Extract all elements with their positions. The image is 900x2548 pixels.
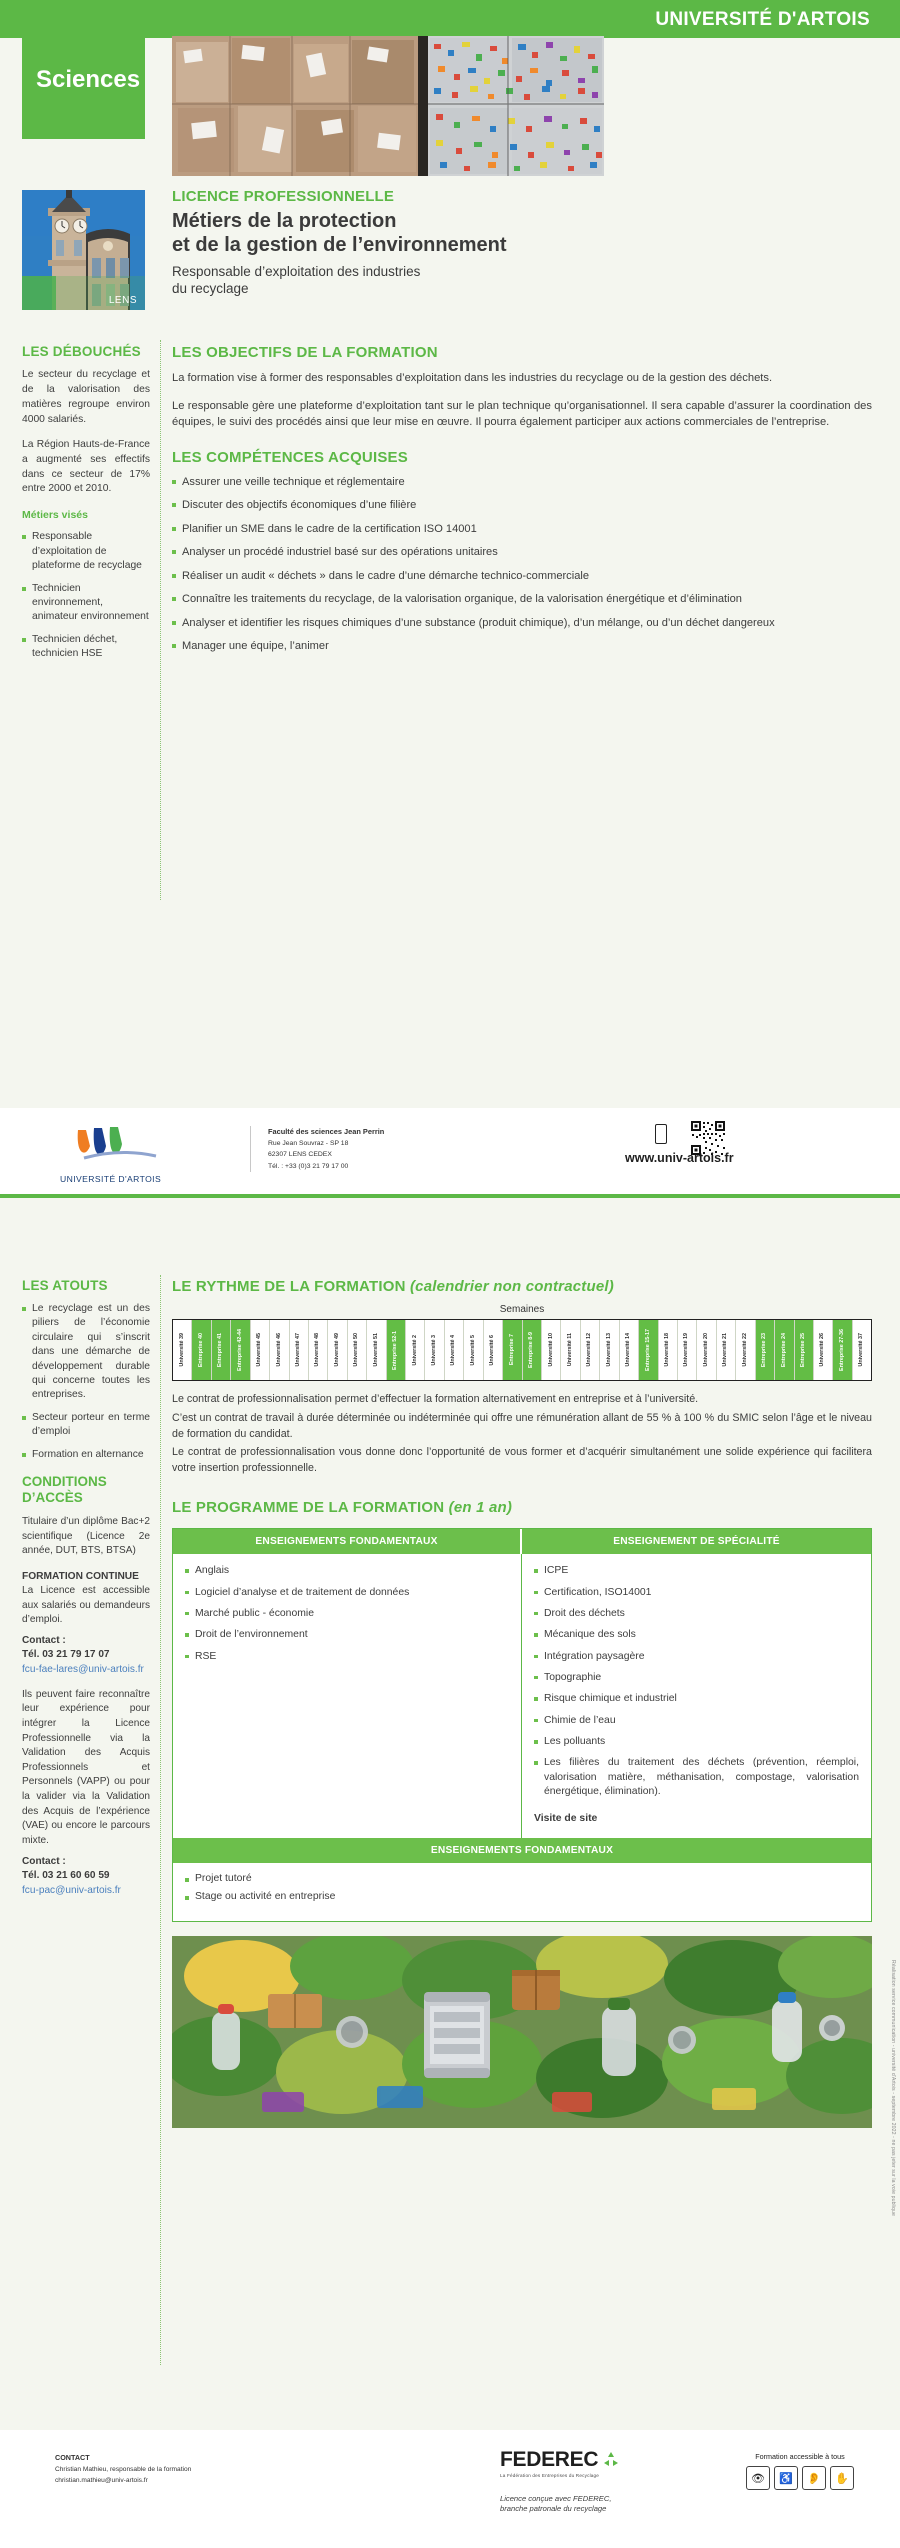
atouts-list (22, 1302, 150, 1462)
mobile-phone-icon (655, 1124, 667, 1144)
rythme-para-3: Le contrat de professionnalisation vous donne donc l’opportunité de vous former et d’acquérir simultanément une solide expérience qui facilitera votre insertion professionnelle. (172, 1446, 872, 1475)
calendar-week-label: Université 18 (664, 1333, 671, 1367)
contact-1-tel: Tél. 03 21 79 17 07 (22, 1649, 110, 1661)
contact-2-label: Contact : (22, 1855, 66, 1867)
calendar-week-cell (542, 1320, 561, 1380)
accessibility-block (725, 2452, 875, 2490)
calendar-weeks-row (172, 1319, 872, 1381)
side-credit-text: Réalisation service communication - université d'Artois - septembre 2022 - ne pas jeter sur la voie publique (890, 1960, 896, 2217)
list-item: Le recyclage est un des piliers de l’économie circulaire qui s’inscrit dans une démarche de développement durable qui concerne toutes les entreprises. (22, 1302, 150, 1403)
programme-col1 (173, 1554, 522, 1838)
calendar-week-label: Entreprise 40 (197, 1332, 204, 1368)
calendar-week-label: Entreprise 41 (217, 1332, 224, 1368)
programme-bottom-body (173, 1863, 871, 1921)
calendar-week-label: Université 6 (489, 1334, 496, 1366)
calendar-week-cell (484, 1320, 503, 1380)
programme-col1-list (185, 1564, 509, 1664)
calendar-week-label: Université 2 (411, 1334, 418, 1366)
calendar-week-label: Université 46 (275, 1333, 282, 1367)
programme-heading-main: LE PROGRAMME DE LA FORMATION (172, 1499, 445, 1517)
rythme-text (172, 1392, 872, 1477)
calendar-week-cell (581, 1320, 600, 1380)
calendar-week-cell (348, 1320, 367, 1380)
campus-image-lens (22, 190, 145, 310)
university-logo-mark (60, 1122, 180, 1172)
university-logo (60, 1122, 180, 1184)
rythme-heading (172, 1278, 872, 1295)
program-title-line1: Métiers de la protection (172, 210, 397, 232)
campus-label: LENS (108, 295, 137, 306)
debouches-column (22, 344, 150, 670)
rythme-para-2: C’est un contrat de travail à durée déterminée ou indéterminée qui offre une rémunération allant de 55 % à 100 % du SMIC selon l’âge et le niveau de formation du candidat. (172, 1411, 872, 1440)
contact-1-label: Contact : (22, 1634, 66, 1646)
rythme-para-1: Le contrat de professionnalisation permet d’effectuer la formation alternativement en entreprise et à l’université. (172, 1393, 699, 1405)
list-item: Droit des déchets (534, 1607, 859, 1621)
list-item: Analyser et identifier les risques chimiques d’une substance (produit chimique), d’un mélange, ou d’un déchet dangereux (172, 616, 872, 632)
calendar-week-label: Entreprise 24 (780, 1332, 787, 1368)
hero-image-art (172, 36, 604, 176)
degree-kicker: LICENCE PROFESSIONNELLE (172, 188, 395, 205)
calendar-week-label: Université 10 (547, 1333, 554, 1367)
calendar-week-cell (445, 1320, 464, 1380)
calendar-week-cell (736, 1320, 755, 1380)
federec-wordmark: FEDEREC (500, 2448, 599, 2471)
calendar-week-label: Entreprise 8-9 (528, 1332, 535, 1368)
contact-person: Christian Mathieu, responsable de la formation (55, 2466, 192, 2474)
list-item: Technicien déchet, technicien HSE (22, 633, 150, 662)
faculty-name: Faculté des sciences Jean Perrin (268, 1127, 385, 1136)
list-item: Intégration paysagère (534, 1650, 859, 1664)
contact-email[interactable]: christian.mathieu@univ-artois.fr (55, 2477, 148, 2485)
programme-col1-header: ENSEIGNEMENTS FONDAMENTAUX (173, 1529, 522, 1554)
calendar-week-cell (328, 1320, 347, 1380)
calendar-week-cell (231, 1320, 250, 1380)
calendar-week-label: Entreprise 52-1 (392, 1330, 399, 1370)
federec-tagline-line2: branche patronale du recyclage (500, 2504, 607, 2514)
programme-col2 (522, 1554, 871, 1838)
program-subtitle-line1: Responsable d’exploitation des industries (172, 263, 421, 279)
calendar-week-label: Université 51 (372, 1333, 379, 1367)
faculty-city: 62307 LENS CEDEX (268, 1151, 332, 1159)
visite-de-site: Visite de site (534, 1813, 598, 1825)
vap-body: Ils peuvent faire reconnaître leur expérience pour intégrer la Licence Professionnelle via la Validation des Acquis Professionnels et Personnels (VAPP) ou pour la valider via la Validation des Acquis de l’expérience (VAE) ou encore le parcours mixte. (22, 1688, 150, 1846)
rythme-heading-main: LE RYTHME DE LA FORMATION (172, 1278, 406, 1295)
final-footer (0, 2430, 900, 2548)
university-logo-caption: UNIVERSITÉ D'ARTOIS (60, 1174, 162, 1184)
metiers-subheading: Métiers visés (22, 509, 88, 522)
list-item: Connaître les traitements du recyclage, de la valorisation organique, de la valorisation énergétique et d’élimination (172, 592, 872, 608)
program-title-block (172, 188, 642, 298)
list-item: Chimie de l’eau (534, 1714, 859, 1728)
conditions-body: Titulaire d’un diplôme Bac+2 scientifique (Licence 2e année, DUT, BTS, BTSA) (22, 1516, 150, 1557)
atouts-conditions-column (22, 1278, 150, 1898)
list-item: RSE (185, 1650, 509, 1664)
objectifs-body (172, 370, 872, 431)
calendar-week-cell (853, 1320, 871, 1380)
calendar-week-label: Université 20 (702, 1333, 709, 1367)
calendar-week-cell (251, 1320, 270, 1380)
list-item: Risque chimique et industriel (534, 1692, 859, 1706)
list-item: Logiciel d’analyse et de traitement de données (185, 1586, 509, 1600)
list-item: Topographie (534, 1671, 859, 1685)
federec-subtitle: La Fédération des Entreprises du Recyclage (500, 2473, 600, 2478)
calendar-week-cell (795, 1320, 814, 1380)
calendar-week-cell (775, 1320, 794, 1380)
conditions-heading-line2: D’ACCÈS (22, 1489, 83, 1505)
contact-2-email[interactable]: fcu-pac@univ-artois.fr (22, 1884, 121, 1896)
bottom-image-art (172, 1936, 872, 2128)
calendar-week-cell (678, 1320, 697, 1380)
bottom-image-recyclables (172, 1936, 872, 2128)
federec-tagline (500, 2494, 695, 2515)
faculty-badge-label: Sciences (36, 66, 141, 93)
program-subtitle (172, 263, 642, 298)
semaines-label: Semaines (499, 1304, 545, 1315)
contact-block (55, 2452, 191, 2487)
programme-table-body (173, 1554, 871, 1838)
calendar-week-cell (717, 1320, 736, 1380)
calendar-week-label: Université 21 (722, 1333, 729, 1367)
calendar-week-label: Université 48 (314, 1333, 321, 1367)
objectifs-para-2: Le responsable gère une plateforme d’exploitation tant sur le plan technique qu’organisationnel. Il sera capable d’assurer la coordination des équipes, le suivi des procédés ainsi que leur mise en œuvre. Il pourra également participer aux actions commerciales de l’entreprise. (172, 399, 872, 429)
program-title-line2: et de la gestion de l’environnement (172, 234, 507, 257)
faculty-street: Rue Jean Souvraz - SP 18 (268, 1140, 349, 1148)
debouches-heading: LES DÉBOUCHÉS (22, 344, 141, 359)
column-divider-bottom (160, 1275, 161, 2365)
hand-icon: ✋ (830, 2466, 854, 2490)
competences-heading: LES COMPÉTENCES ACQUISES (172, 448, 408, 466)
calendar-week-label: Université 26 (819, 1333, 826, 1367)
calendar-week-label: Entreprise 25 (800, 1332, 806, 1368)
calendar-week-label: Université 45 (256, 1333, 263, 1367)
calendar-week-label: Université 50 (353, 1333, 360, 1367)
calendar-week-cell (503, 1320, 522, 1380)
list-item: Formation en alternance (22, 1448, 150, 1462)
calendar-week-cell (212, 1320, 231, 1380)
calendar-week-cell (290, 1320, 309, 1380)
accessibility-icons (725, 2466, 875, 2490)
calendar-week-label: Université 5 (469, 1334, 476, 1366)
calendar-week-label: Université 49 (333, 1333, 340, 1367)
competences-list (172, 475, 872, 655)
calendar-week-cell (659, 1320, 678, 1380)
federec-tagline-line1: Licence conçue avec FEDEREC, (500, 2494, 612, 2503)
calendar-week-label: Entreprise 7 (508, 1334, 515, 1366)
list-item: Les polluants (534, 1735, 859, 1749)
faculty-tel: Tél. : +33 (0)3 21 79 17 00 (268, 1162, 349, 1170)
university-name: UNIVERSITÉ D'ARTOIS (655, 9, 870, 30)
calendar-week-cell (600, 1320, 619, 1380)
top-green-bar (0, 0, 900, 38)
list-item: Certification, ISO14001 (534, 1586, 859, 1600)
calendar-week-cell (756, 1320, 775, 1380)
list-item: Responsable d’exploitation de plateforme de recyclage (22, 530, 150, 573)
calendar-week-cell (523, 1320, 542, 1380)
ear-icon: 👂 (802, 2466, 826, 2490)
debouches-body (22, 368, 150, 497)
contact-1-email[interactable]: fcu-fae-lares@univ-artois.fr (22, 1664, 144, 1676)
calendar-week-label: Université 37 (858, 1333, 865, 1367)
objectifs-competences-column (172, 344, 872, 663)
calendar-week-cell (464, 1320, 483, 1380)
calendar-week-label: Université 13 (605, 1333, 612, 1367)
wheelchair-icon: ♿ (774, 2466, 798, 2490)
faculty-badge (22, 36, 145, 139)
contact-title: CONTACT (55, 2453, 90, 2462)
calendar-week-label: Université 19 (683, 1333, 690, 1367)
program-subtitle-line2: du recyclage (172, 281, 249, 297)
calendar-week-label: Entreprise 15-17 (644, 1329, 651, 1371)
calendar-week-label: Université 39 (178, 1333, 185, 1367)
debouches-para-2: La Région Hauts-de-France a augmenté ses effectifs dans ce secteur de 17% entre 2000 et 2010. (22, 438, 150, 495)
calendar-week-label: Entreprise 27-36 (838, 1329, 845, 1371)
calendar-week-cell (173, 1320, 192, 1380)
formation-continue-heading: FORMATION CONTINUE (22, 1570, 139, 1582)
atouts-heading: LES ATOUTS (22, 1278, 108, 1293)
calendar-week-cell (387, 1320, 406, 1380)
calendar-week-label: Université 4 (450, 1334, 457, 1366)
list-item: ICPE (534, 1564, 859, 1578)
list-item: Secteur porteur en terme d’emploi (22, 1411, 150, 1440)
calendar-week-cell (406, 1320, 425, 1380)
list-item: Projet tutoré (185, 1873, 859, 1884)
contact-2-tel: Tél. 03 21 60 60 59 (22, 1870, 110, 1882)
program-title (172, 209, 642, 258)
accessibility-title: Formation accessible à tous (755, 2452, 845, 2461)
list-item: Technicien environnement, animateur environnement (22, 582, 150, 625)
formation-continue-body: La Licence est accessible aux salariés ou demandeurs d’emploi. (22, 1584, 150, 1626)
list-item: Planifier un SME dans le cadre de la certification ISO 14001 (172, 522, 872, 538)
calendar-week-label: Entreprise 23 (761, 1332, 768, 1368)
calendar-week-cell (561, 1320, 580, 1380)
list-item: Stage ou activité en entreprise (185, 1891, 859, 1902)
calendar-week-label: Université 47 (295, 1333, 302, 1367)
programme-bottom-list (185, 1873, 859, 1902)
calendar-week-label: Université 12 (586, 1333, 593, 1367)
conditions-heading-line1: CONDITIONS (22, 1474, 107, 1490)
calendar-week-cell (814, 1320, 833, 1380)
faculty-address (268, 1126, 384, 1172)
calendar-week-cell (192, 1320, 211, 1380)
calendar-week-cell (620, 1320, 639, 1380)
metiers-list (22, 530, 150, 661)
objectifs-para-1: La formation vise à former des responsables d’exploitation dans les industries du recyclage ou de la gestion des déchets. (172, 372, 773, 384)
programme-table-header (173, 1529, 871, 1554)
calendar-week-cell (697, 1320, 716, 1380)
list-item: Anglais (185, 1564, 509, 1578)
programme-heading-note: (en 1 an) (448, 1499, 513, 1517)
list-item: Marché public - économie (185, 1607, 509, 1621)
calendar-week-label: Université 3 (430, 1334, 437, 1366)
programme-table (172, 1528, 872, 1922)
calendar-week-cell (639, 1320, 658, 1380)
list-item: Analyser un procédé industriel basé sur des opérations unitaires (172, 545, 872, 561)
eye-icon: 👁 (746, 2466, 770, 2490)
calendar-week-cell (309, 1320, 328, 1380)
list-item: Les filières du traitement des déchets (prévention, réemploi, valorisation matière, méthanisation, compostage, valorisation énergétique, élimination). (534, 1756, 859, 1799)
rythme-programme-column (172, 1278, 872, 2128)
calendar-week-cell (367, 1320, 386, 1380)
calendar-week-label: Université 11 (566, 1333, 573, 1367)
programme-col2-header: ENSEIGNEMENT DE SPÉCIALITÉ (613, 1536, 780, 1548)
rythme-heading-note: (calendrier non contractuel) (409, 1278, 614, 1295)
federec-block (500, 2448, 695, 2515)
programme-bottom-header: ENSEIGNEMENTS FONDAMENTAUX (173, 1838, 871, 1863)
programme-col2-list (534, 1564, 859, 1799)
list-item: Droit de l’environnement (185, 1628, 509, 1642)
recycling-loop-icon (602, 2451, 620, 2469)
calendar-week-label: Université 14 (625, 1333, 632, 1367)
footer-band (0, 1108, 900, 1198)
objectifs-heading: LES OBJECTIFS DE LA FORMATION (172, 344, 438, 361)
list-item: Assurer une veille technique et réglementaire (172, 475, 872, 491)
calendar-week-cell (833, 1320, 852, 1380)
column-divider-top (160, 340, 161, 900)
programme-heading (172, 1499, 872, 1516)
debouches-para-1: Le secteur du recyclage et de la valorisation des matières regroupe environ 4000 salariés. (22, 369, 150, 425)
footer-divider (250, 1126, 251, 1172)
calendar-week-label: Entreprise 42-44 (236, 1329, 243, 1371)
list-item: Réaliser un audit « déchets » dans le cadre d’une démarche technico-commerciale (172, 569, 872, 585)
list-item: Manager une équipe, l’animer (172, 639, 872, 655)
campus-image-art (22, 190, 145, 310)
conditions-heading (22, 1474, 150, 1505)
calendar-week-label: Université 22 (741, 1333, 748, 1367)
list-item: Mécanique des sols (534, 1628, 859, 1642)
list-item: Discuter des objectifs économiques d’une filière (172, 498, 872, 514)
calendar-week-cell (270, 1320, 289, 1380)
hero-image-recycling-bales (172, 36, 604, 176)
website-url[interactable]: www.univ-artois.fr (625, 1151, 734, 1165)
calendar-week-cell (425, 1320, 444, 1380)
